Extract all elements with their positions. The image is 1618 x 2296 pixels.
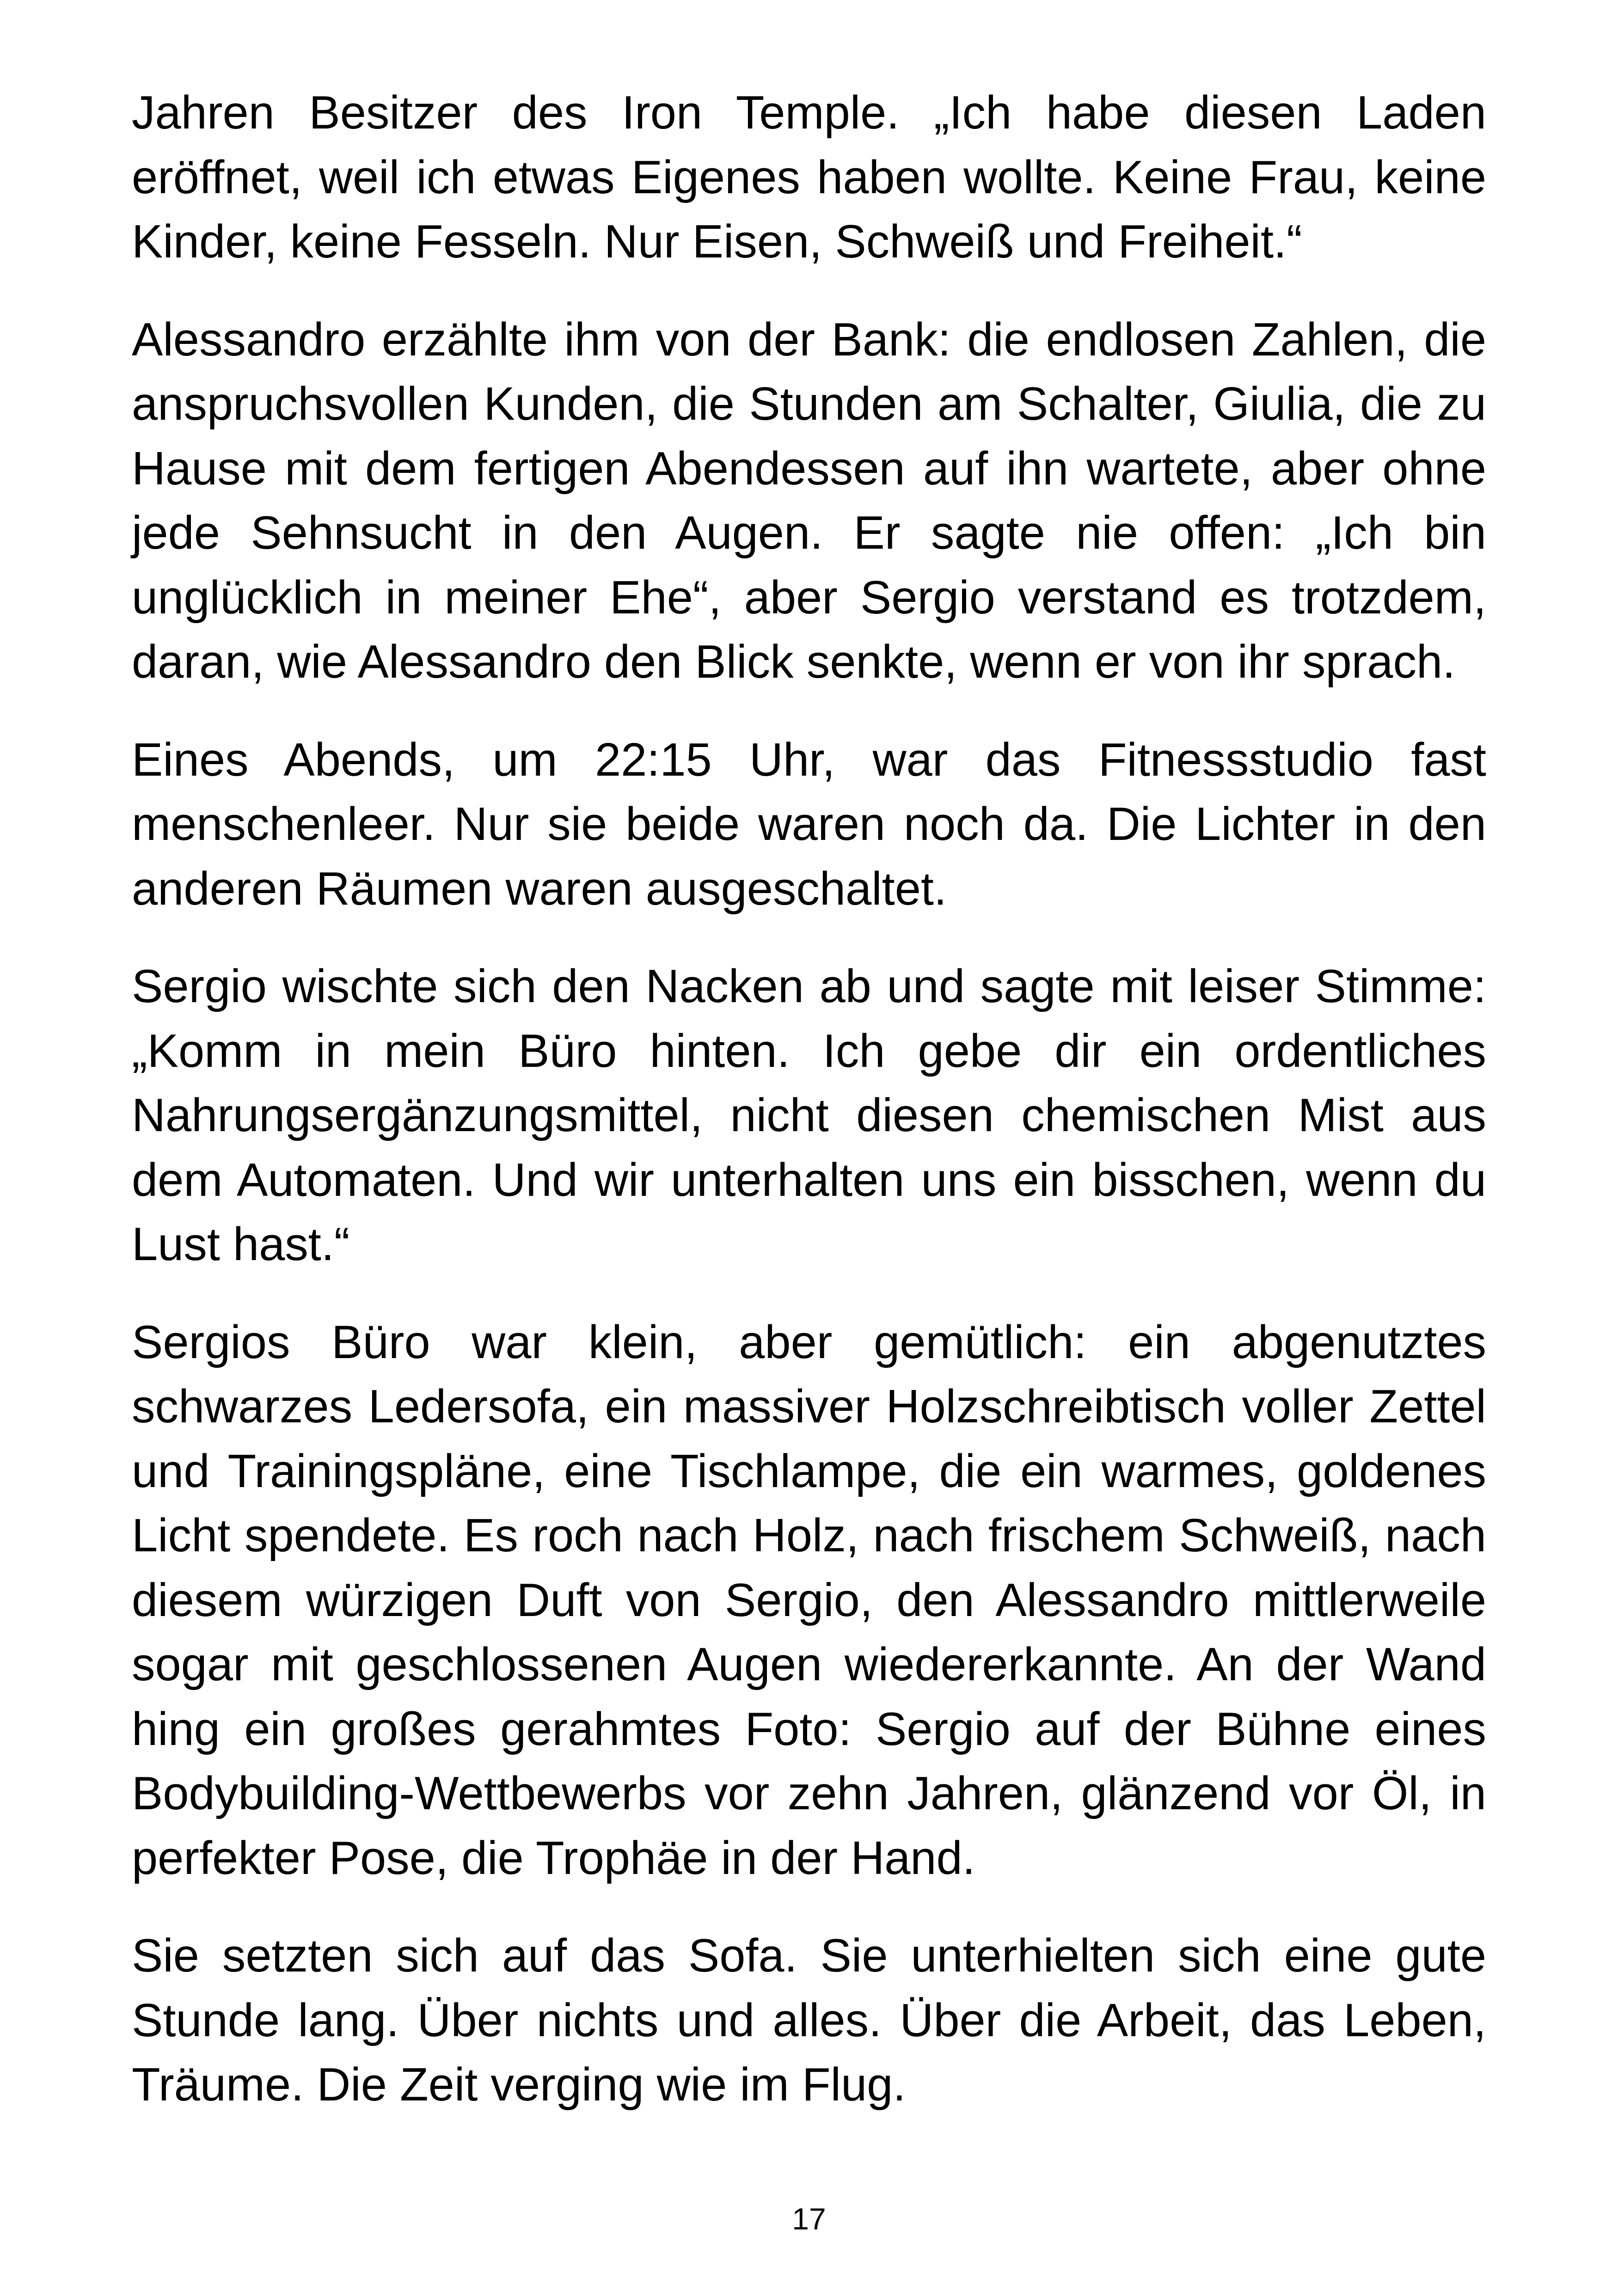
page-number: 17 [792,2202,826,2236]
paragraph-1: Jahren Besitzer des Iron Temple. „Ich habe diesen Laden eröffnet, weil ich etwas Eigenes haben wollte. Keine Frau, keine Kinder, keine Fesseln. Nur Eisen, Schweiß und Freiheit.“ [132,87,1486,268]
paragraph-2: Alessandro erzählte ihm von der Bank: die endlosen Zahlen, die anspruchsvollen Kunden, die Stunden am Schalter, Giulia, die zu Hause mit dem fertigen Abendessen auf ihn wartete, aber ohne jede Sehnsucht in den Augen. Er sagte nie offen: „Ich bin unglücklich in meiner Ehe“, aber Sergio verstand es trotzdem, daran, wie Alessandro den Blick senkte, wenn er von ihr sprach. [132,313,1486,688]
body-text [132,81,1486,2118]
paragraph-6: Sie setzten sich auf das Sofa. Sie unterhielten sich eine gute Stunde lang. Über nichts und alles. Über die Arbeit, das Leben, Träume. Die Zeit verging wie im Flug. [132,1930,1486,2111]
paragraph-4: Sergio wischte sich den Nacken ab und sagte mit leiser Stimme: „Komm in mein Büro hinten. Ich gebe dir ein ordentliches Nahrungsergänzungsmittel, nicht diesen chemischen Mist aus dem Automaten. Und wir unterhalten uns ein bisschen, wenn du Lust hast.“ [132,961,1486,1270]
paragraph-5: Sergios Büro war klein, aber gemütlich: ein abgenutztes schwarzes Ledersofa, ein massiver Holzschreibtisch voller Zettel und Trainingspläne, eine Tischlampe, die ein warmes, goldenes Licht spendete. Es roch nach Holz, nach frischem Schweiß, nach diesem würzigen Duft von Sergio, den Alessandro mittlerweile sogar mit geschlossenen Augen wiedererkannte. An der Wand hing ein großes gerahmtes Foto: Sergio auf der Bühne eines Bodybuilding-Wettbewerbs vor zehn Jahren, glänzend vor Öl, in perfekter Pose, die Trophäe in der Hand. [132,1316,1486,1884]
paragraph-3: Eines Abends, um 22:15 Uhr, war das Fitnessstudio fast menschenleer. Nur sie beide waren noch da. Die Lichter in den anderen Räumen waren ausgeschaltet. [132,734,1486,915]
